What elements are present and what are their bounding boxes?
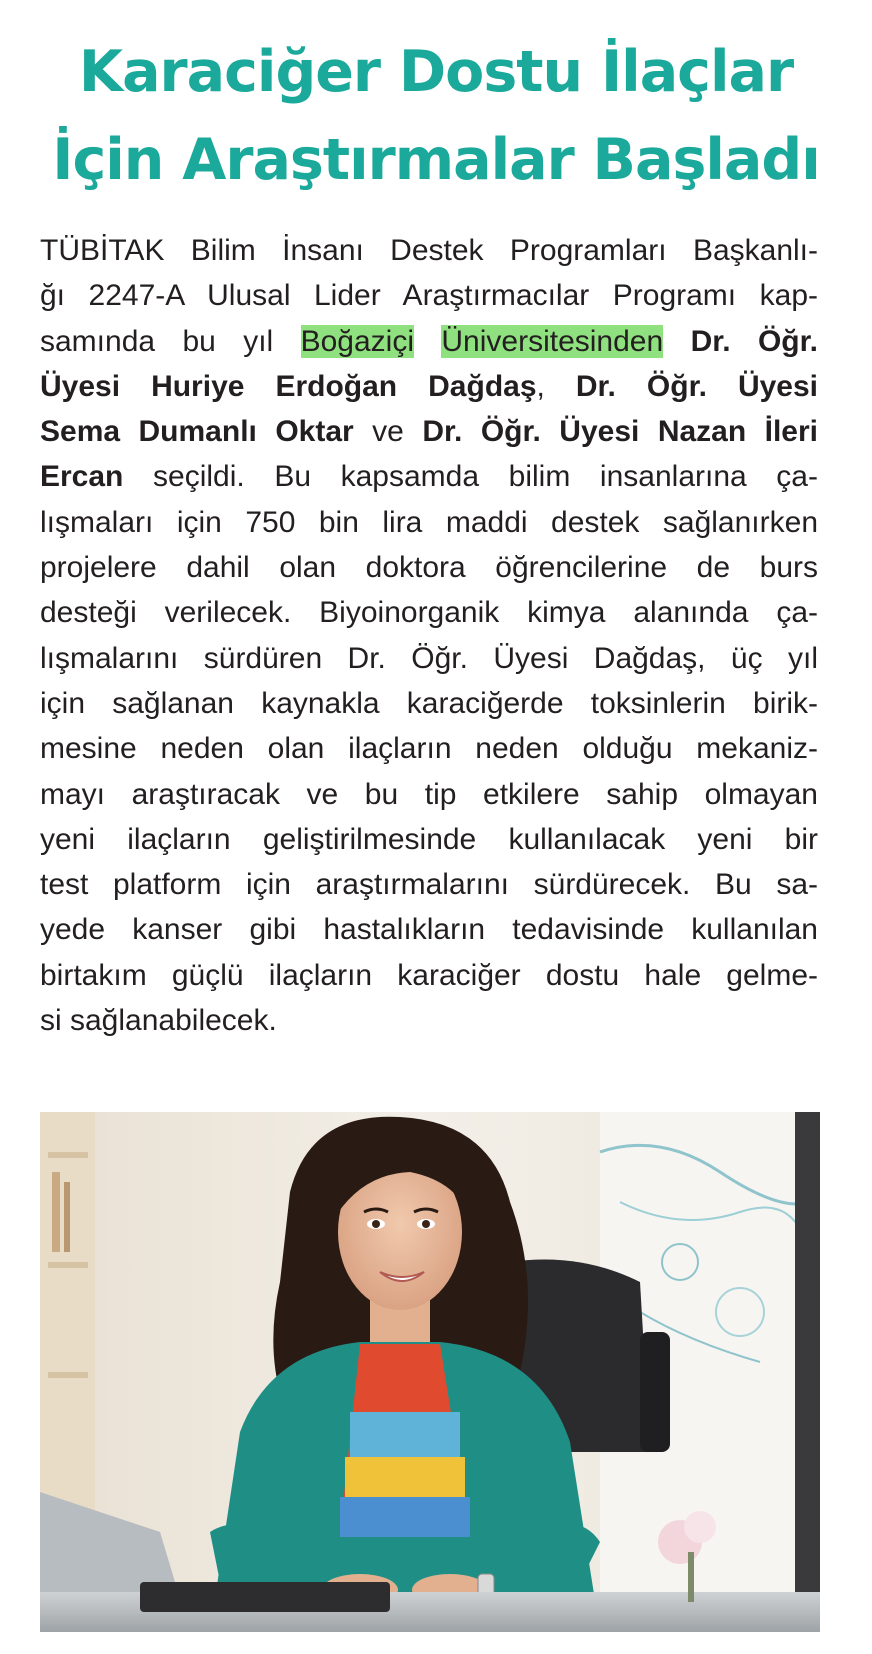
body-line bbox=[40, 636, 818, 681]
body-text-run: desteği verilecek. Biyoinorganik kimya alanında ça- bbox=[40, 596, 818, 630]
body-line bbox=[40, 273, 818, 318]
body-line bbox=[40, 998, 818, 1043]
bold-name: Dr. Öğr. Üyesi bbox=[575, 369, 818, 403]
portrait-photo bbox=[40, 1112, 820, 1632]
body-line bbox=[40, 545, 818, 590]
body-line bbox=[40, 681, 818, 726]
body-text-run: için sağlanan kaynakla karaciğerde toksinlerin birik- bbox=[40, 686, 818, 720]
body-text-run bbox=[663, 325, 690, 358]
bold-name: Üyesi Huriye Erdoğan Dağdaş bbox=[40, 369, 537, 403]
body-text-run: samında bu yıl bbox=[40, 324, 301, 358]
body-text-run: mayı araştıracak ve bu tip etkilere sahip olmayan bbox=[40, 777, 818, 811]
body-text-run: projelere dahil olan doktora öğrencilerine de burs bbox=[40, 551, 818, 585]
headline-line-2: İçin Araştırmalar Başladı bbox=[52, 127, 820, 193]
body-line bbox=[40, 817, 818, 862]
article-body bbox=[40, 228, 818, 1043]
body-text-run: TÜBİTAK Bilim İnsanı Destek Programları Başkanlı- bbox=[40, 234, 818, 267]
body-text-run: seçildi. Bu kapsamda bilim insanlarına ça- bbox=[123, 460, 818, 494]
body-line bbox=[40, 500, 818, 545]
headline-line-1: Karaciğer Dostu İlaçlar bbox=[78, 39, 794, 105]
body-text-run: , bbox=[536, 369, 576, 403]
body-text-run: test platform için araştırmalarını sürdürecek. Bu sa- bbox=[40, 868, 818, 902]
body-line bbox=[40, 590, 818, 635]
portrait-illustration bbox=[40, 1112, 820, 1632]
highlighted-text: Üniversitesinden bbox=[441, 324, 664, 358]
bold-name: Dr. Öğr. Üyesi Nazan İleri bbox=[422, 415, 819, 449]
body-text-run: si sağlanabilecek. bbox=[40, 1004, 277, 1038]
body-line bbox=[40, 907, 818, 952]
body-text-run: yede kanser gibi hastalıkların tedavisinde kullanılan bbox=[40, 913, 818, 947]
body-line bbox=[40, 228, 818, 273]
body-text-run: ve bbox=[353, 415, 423, 449]
body-line bbox=[40, 862, 818, 907]
body-text-run: yeni ilaçların geliştirilmesinde kullanılacak yeni bir bbox=[40, 822, 818, 856]
body-text-run bbox=[414, 325, 441, 358]
bold-name: Ercan bbox=[40, 460, 124, 494]
bold-name: Sema Dumanlı Oktar bbox=[40, 415, 354, 449]
article-headline bbox=[30, 28, 842, 204]
body-text-run: lışmalarını sürdüren Dr. Öğr. Üyesi Dağdaş, üç yıl bbox=[40, 641, 818, 675]
body-line bbox=[40, 319, 818, 364]
bold-name: Dr. Öğr. bbox=[690, 324, 818, 358]
body-line bbox=[40, 409, 818, 454]
body-line bbox=[40, 726, 818, 771]
body-line bbox=[40, 772, 818, 817]
body-line bbox=[40, 953, 818, 998]
body-text-run: mesine neden olan ilaçların neden olduğu mekaniz- bbox=[40, 732, 818, 766]
body-text-run: birtakım güçlü ilaçların karaciğer dostu hale gelme- bbox=[40, 958, 818, 992]
body-line bbox=[40, 454, 818, 499]
highlighted-text: Boğaziçi bbox=[300, 324, 414, 358]
body-text-run: ğı 2247-A Ulusal Lider Araştırmacılar Programı kap- bbox=[40, 279, 818, 313]
body-text-run: lışmaları için 750 bin lira maddi destek sağlanırken bbox=[40, 505, 818, 539]
body-line bbox=[40, 364, 818, 409]
